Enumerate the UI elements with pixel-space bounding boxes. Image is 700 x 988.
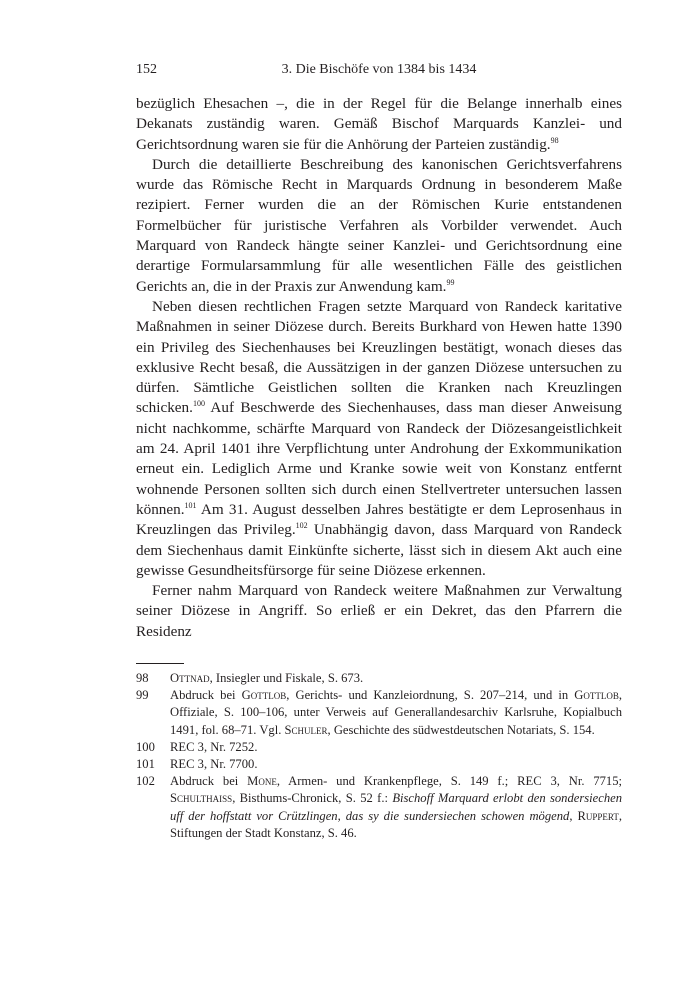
footnote-number: 98 [136,671,149,685]
running-head: 3. Die Bischöfe von 1384 bis 1434 [281,62,477,77]
footnote-100: 100 REC 3, Nr. 7252. [136,739,622,756]
page-header [136,62,622,84]
paragraph: Durch die detaillierte Beschreibung des kanonischen Gerichtsverfahrens wurde das Römische Recht in Marquards Ordnung in besonderem Maße rezipiert. Ferner wurden die an der Römischen Kurie entstandenen Formelbücher für juristische Verfahren als Vorbilder verwendet. Auch Marquard von Randeck hängte seiner Kanzlei- und Gerichtsordnung eine derartige Formularsammlung für alle wesentlichen Fälle des geistlichen Gerichts an, die in der Praxis zur Anwendung kam.$^{99}$ [136,155,622,295]
paragraph: Ferner nahm Marquard von Randeck weitere Maßnahmen zur Verwaltung seiner Diözese in Angriff. So erließ er ein Dekret, das den Pfarrern die Residenz [136,582,622,640]
footnote-102: 102 Abdruck bei Mone, Armen- und Krankenpflege, S. 149 f.; REC 3, Nr. 7715; Schulthaiss, Bisthums-Chronick, S. 52 f.: Bischoff Marquard erlobt den sondersiechen uff der hoffstatt vor Crützlingen, das sy die sundersiechen schowen mögend, Ruppert, Stiftungen der Stadt Konstanz, S. 46. [136,774,623,840]
page [136,62,622,642]
footnote-98: 98 Ottnad, Insiegler und Fiskale, S. 673. [136,670,622,687]
footnote-number: 101 [136,757,155,772]
footnote-marker: 101 [184,500,197,510]
footnote-marker: 100 [192,399,205,409]
paragraph: Neben diesen rechtlichen Fragen setzte Marquard von Randeck karitative Maßnahmen in seiner Diözese durch. Bereits Burkhard von Hewen hatte 1390 ein Privileg des Siechenhauses bei Kreuzlingen bestätigt, wonach dieses das exklusive Recht besaß, die Aussätzigen in der ganzen Diözese untersuchen zu dürfen. Sämtliche Geistlichen sollten die Kranken nach Kreuzlingen schicken.$^{100}$ Auf Beschwerde des Siechenhauses, dass man dieser Anweisung nicht nachkomme, schärfte Marquard von Randeck der Diözesangeistlichkeit am 24. April 1401 ihre Verpflichtung unter Androhung der Exkommunikation erneut ein. Lediglich Arme und Kranke sowie weit von Konstanz entfernt wohnende Personen sollten sich durch einen Stellvertreter untersuchen lassen können.$^{101}$ Am 31. August desselben Jahres bestätigte er dem Leprosenhaus in Kreuzlingen das Privileg.$^{102}$ Unabhängig davon, dass Marquard von Randeck dem Siechenhaus damit Einkünfte sicherte, lässt sich in diesem Akt auch eine gewisse Gesundheitsfürsorge für seine Diözese erkennen. [136,297,622,579]
footnote-marker: 99 [446,277,455,287]
body-text [136,94,622,642]
footnote-number: 99 [136,688,149,703]
footnote-marker: 98 [550,135,559,145]
footnote-marker: 102 [295,521,308,531]
page-number: 152 [136,62,157,77]
footnote-101: 101 REC 3, Nr. 7700. [136,756,622,773]
footnote-99: 99 Abdruck bei Gottlob, Gerichts- und Kanzleiordnung, S. 207–214, und in Gottlob, Offiziale, S. 100–106, unter Verweis auf Generallandesarchiv Karlsruhe, Kopialbuch 1491, fol. 68–71. Vgl. Schuler, Geschichte des südwestdeutschen Notariats, S. 154. [136,688,623,737]
footnotes [136,670,622,842]
footnote-number: 102 [136,774,155,789]
paragraph: bezüglich Ehesachen –, die in der Regel für die Belange innerhalb eines Dekanats zuständig waren. Gemäß Bischof Marquards Kanzlei- und Gerichtsordnung waren sie für die Anhörung der Parteien zuständig.$^{98}$ [136,95,622,153]
footnote-number: 100 [136,739,155,754]
footnote-separator [136,663,184,664]
